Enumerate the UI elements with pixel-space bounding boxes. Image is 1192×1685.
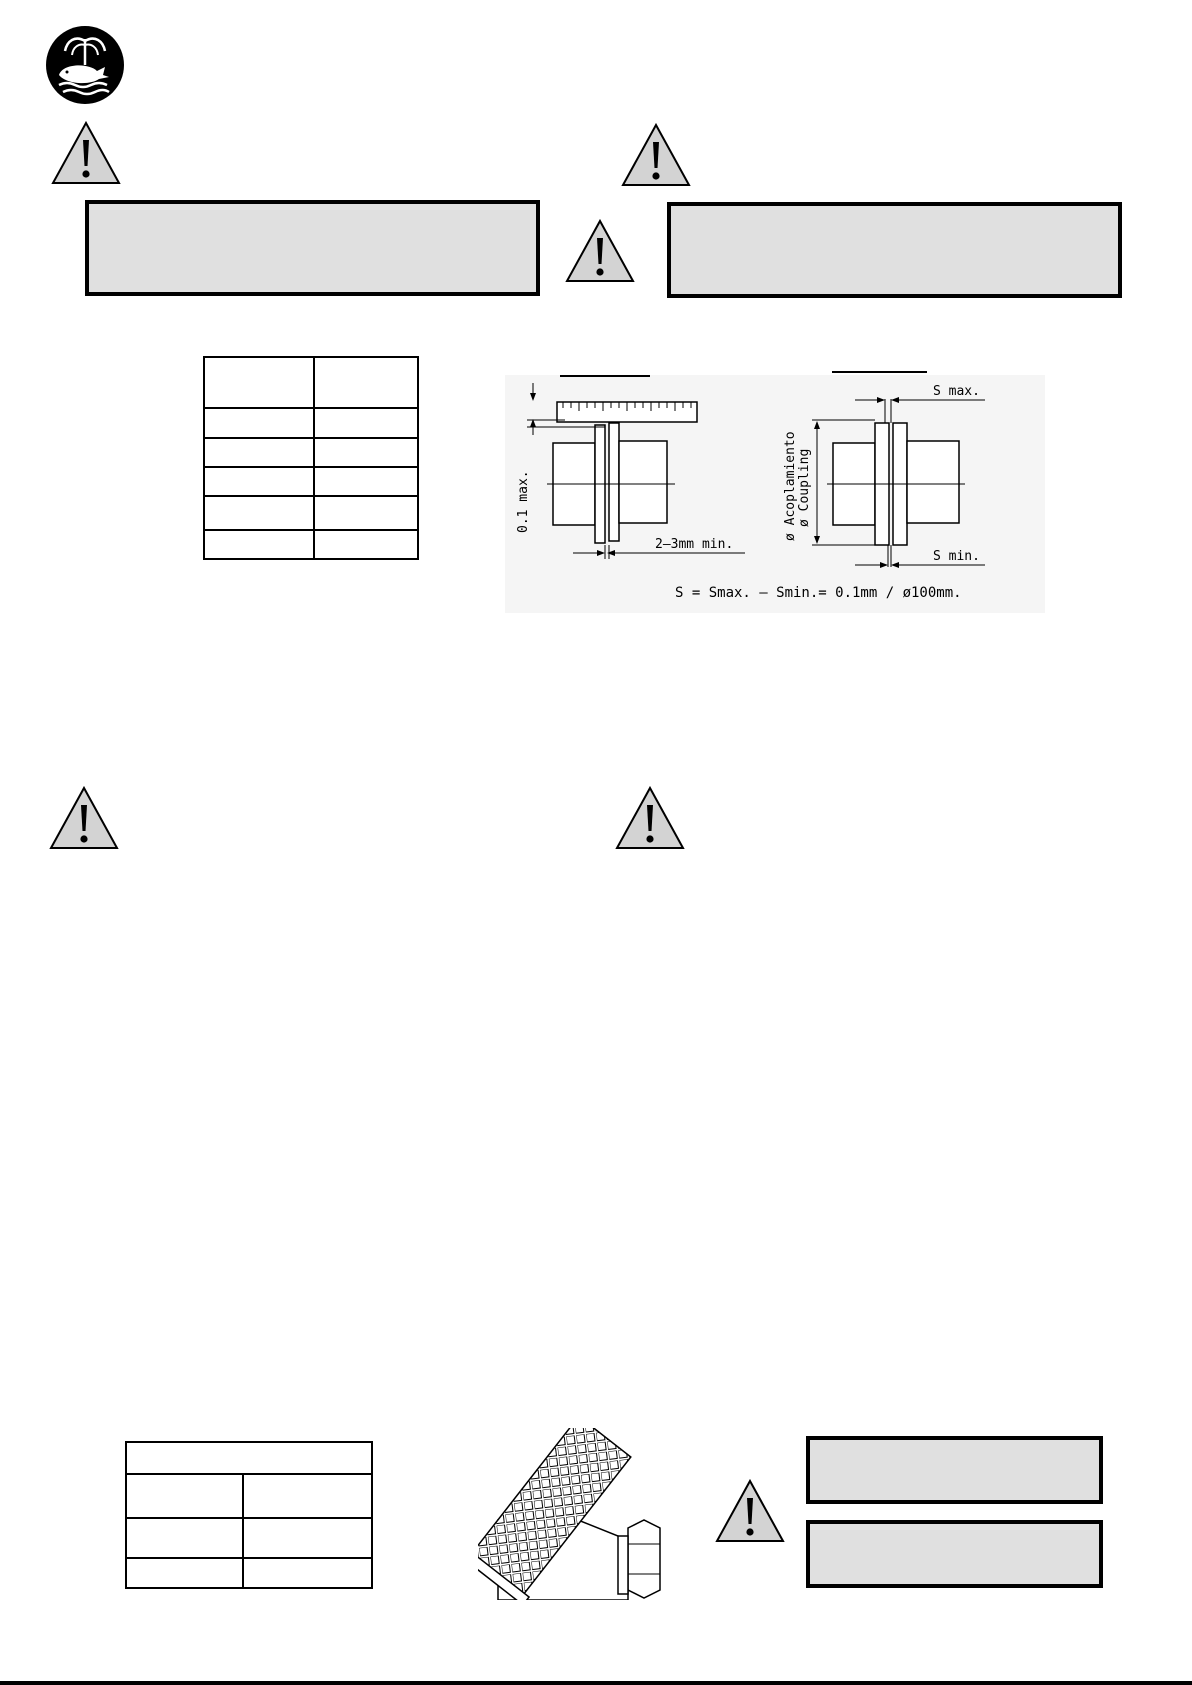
smax-label: S max. bbox=[933, 384, 980, 399]
fountain-whale-logo-icon bbox=[45, 25, 125, 105]
coupling-alignment-drawing bbox=[505, 355, 1045, 613]
notice-box-right bbox=[667, 202, 1122, 298]
page-bottom-rule bbox=[0, 1681, 1192, 1685]
warning-triangle-icon bbox=[714, 1478, 786, 1544]
gap-label: 2–3mm min. bbox=[655, 537, 734, 552]
alignment-formula: S = Smax. – Smin.= 0.1mm / ø100mm. bbox=[675, 585, 962, 601]
warning-triangle-icon bbox=[50, 120, 122, 186]
diameter-label-2: ø Coupling bbox=[797, 448, 812, 527]
empty-table-top bbox=[203, 356, 419, 560]
empty-table-bottom bbox=[125, 1441, 373, 1589]
diameter-label-1: ø Acoplamiento bbox=[783, 431, 798, 541]
smin-label: S min. bbox=[933, 549, 980, 564]
notice-box-bottom-1 bbox=[806, 1436, 1103, 1504]
warning-triangle-icon bbox=[614, 785, 686, 851]
notice-box-bottom-2 bbox=[806, 1520, 1103, 1588]
offset-label: 0.1 max. bbox=[516, 470, 531, 533]
warning-triangle-icon bbox=[564, 218, 636, 284]
y-strainer-drawing bbox=[478, 1428, 668, 1600]
warning-triangle-icon bbox=[48, 785, 120, 851]
warning-triangle-icon bbox=[620, 122, 692, 188]
notice-box-left bbox=[85, 200, 540, 296]
